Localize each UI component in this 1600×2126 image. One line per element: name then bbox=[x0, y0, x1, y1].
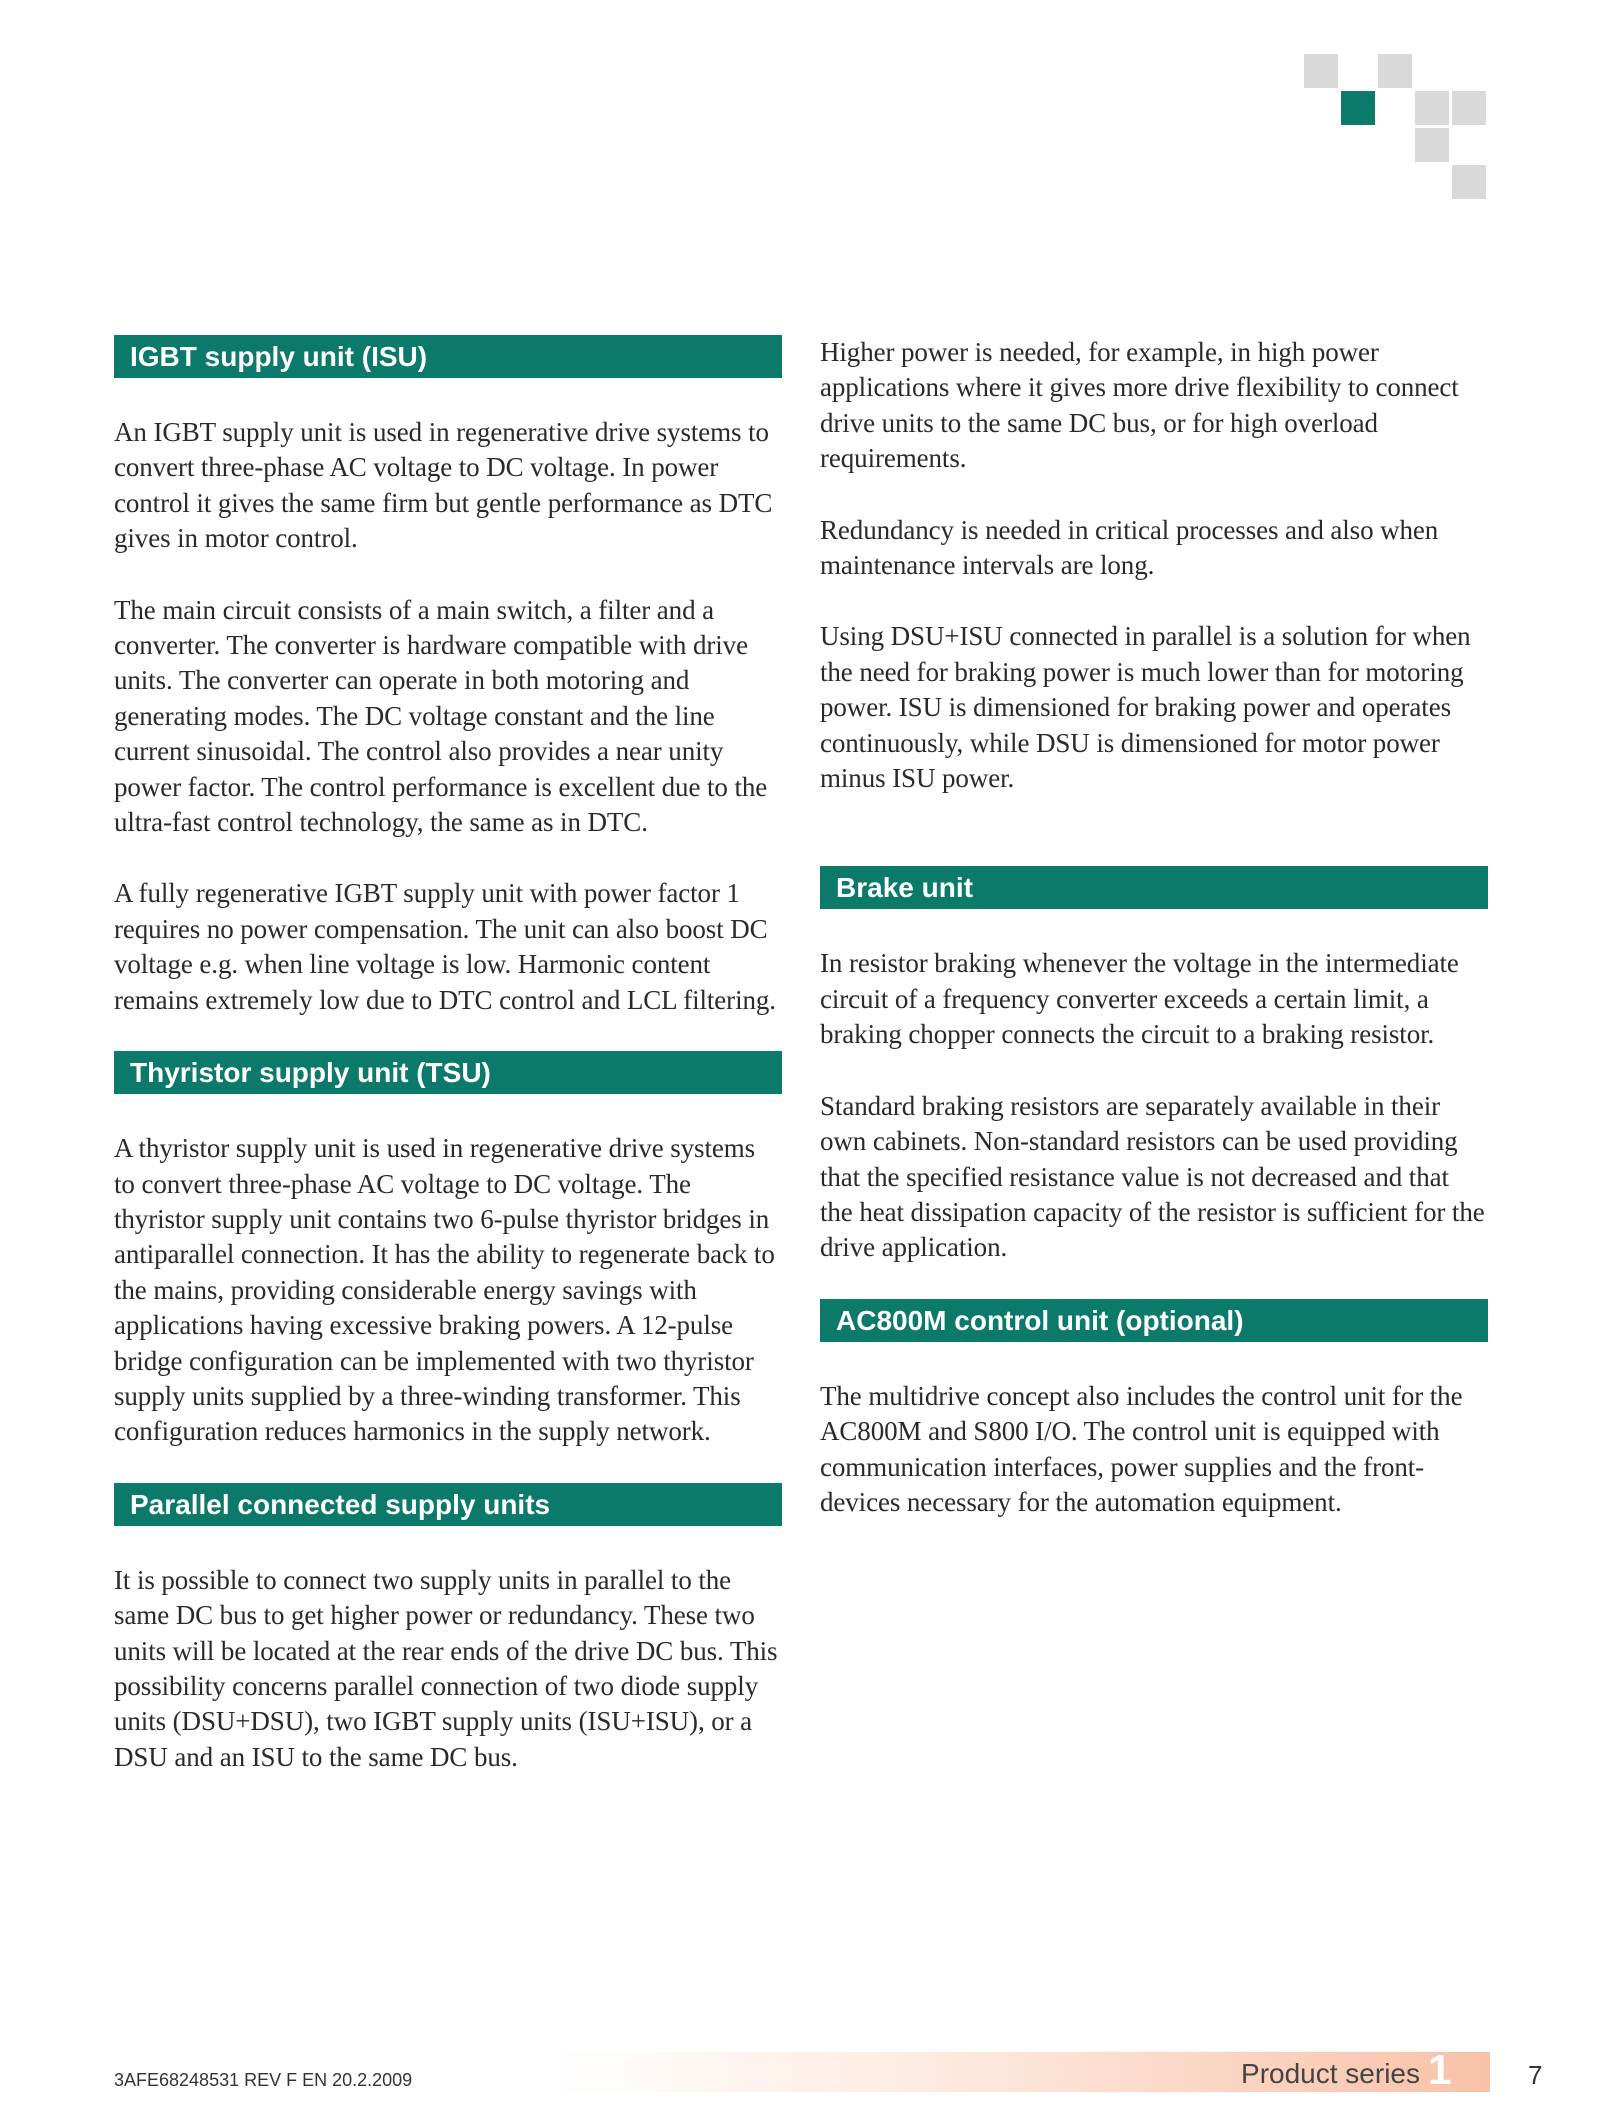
decor-square bbox=[1415, 128, 1449, 162]
parallel-heading: Parallel connected supply units bbox=[114, 1483, 782, 1526]
decor-square bbox=[1378, 54, 1412, 88]
brake-paragraph-1: In resistor braking whenever the voltage in the intermediate circuit of a frequency converter exceeds a certain limit, a braking chopper connects the circuit to a braking resistor. bbox=[820, 948, 1459, 1050]
page-number: 7 bbox=[1528, 2060, 1543, 2090]
isu-heading: IGBT supply unit (ISU) bbox=[114, 335, 782, 378]
isu-paragraph-3: A fully regenerative IGBT supply unit with power factor 1 requires no power compensation. The unit can also boost DC voltage e.g. when line voltage is low. Harmonic content remains extremely low due to DTC control and LCL filtering. bbox=[114, 878, 776, 1015]
brake-heading: Brake unit bbox=[820, 866, 1488, 909]
tsu-heading: Thyristor supply unit (TSU) bbox=[114, 1051, 782, 1094]
ac800m-heading: AC800M control unit (optional) bbox=[820, 1299, 1488, 1342]
decor-square bbox=[1452, 91, 1486, 125]
tsu-paragraph-1: A thyristor supply unit is used in regenerative drive systems to convert three-phase AC voltage to DC voltage. The thyristor supply unit contains two 6-pulse thyristor bridges in antiparallel connection. It has the ability to regenerate back to the mains, providing considerable energy savings with applications having excessive braking powers. A 12-pulse bridge configuration can be implemented with two thyristor supply units supplied by a three-winding transformer. This configuration reduces harmonics in the supply network. bbox=[114, 1133, 775, 1447]
isu-paragraph-1: An IGBT supply unit is used in regenerative drive systems to convert three-phase AC voltage to DC voltage. In power control it gives the same firm but gentle performance as DTC gives in motor control. bbox=[114, 417, 773, 554]
ac800m-paragraph-1: The multidrive concept also includes the control unit for the AC800M and S800 I/O. The control unit is equipped with communication interfaces, power supplies and the front-devices necessary for the automation equipment. bbox=[820, 1380, 1463, 1517]
right-paragraph-2: Redundancy is needed in critical processes and also when maintenance intervals are long. bbox=[820, 514, 1439, 581]
product-series-number: 1 bbox=[1428, 2046, 1452, 2093]
parallel-paragraph-1: It is possible to connect two supply units in parallel to the same DC bus to get higher power or redundancy. These two units will be located at the rear ends of the drive DC bus. This possibility concerns parallel connection of two diode supply units (DSU+DSU), two IGBT supply units (ISU+ISU), or a DSU and an ISU to the same DC bus. bbox=[114, 1564, 778, 1772]
right-paragraph-3: Using DSU+ISU connected in parallel is a solution for when the need for braking power is much lower than for motoring power. ISU is dimensioned for braking power and operates continuously, while DSU is dimensioned for motor power minus ISU power. bbox=[820, 621, 1471, 794]
decor-square bbox=[1452, 165, 1486, 199]
document-id: 3AFE68248531 REV F EN 20.2.2009 bbox=[114, 2070, 413, 2090]
decor-square bbox=[1304, 54, 1338, 88]
decor-square-accent bbox=[1341, 91, 1375, 125]
isu-paragraph-2: The main circuit consists of a main switch, a filter and a converter. The converter is hardware compatible with drive units. The converter can operate in both motoring and generating modes. The DC voltage constant and the line current sinusoidal. The control also provides a near unity power factor. The control performance is excellent due to the ultra-fast control technology, the same as in DTC. bbox=[114, 594, 768, 838]
brake-paragraph-2: Standard braking resistors are separately available in their own cabinets. Non-standard resistors can be used providing that the specified resistance value is not decreased and that the heat dissipation capacity of the resistor is sufficient for the drive application. bbox=[820, 1090, 1485, 1263]
product-series-label: Product series bbox=[1241, 2058, 1420, 2089]
right-paragraph-1: Higher power is needed, for example, in high power applications where it gives more drive flexibility to connect drive units to the same DC bus, or for high overload requirements. bbox=[820, 337, 1459, 474]
right-column bbox=[820, 335, 1488, 1520]
decor-square bbox=[1415, 91, 1449, 125]
left-column bbox=[114, 335, 782, 1775]
